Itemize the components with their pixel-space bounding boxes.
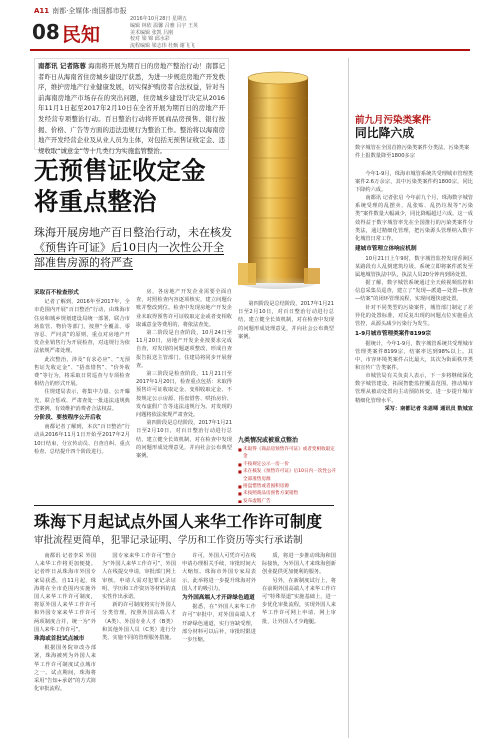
second-subheadline: 审批流程更简单，犯罪记录证明、学历和工作资历等实行承诺制 bbox=[34, 535, 303, 546]
subheading: 建城市管理立体响应机制 bbox=[355, 245, 417, 252]
paragraph: 另外，在新制度试行上，将在前期外国高端人才来华工作许可“特殊渠道”实施基础上，进一步优化审批流程，实现外国人来华工作许可网上申请、网上审批，让外国人才少跑腿。 bbox=[262, 577, 336, 625]
subheading: 珠海或首批试点城市 bbox=[34, 636, 85, 643]
lead-body: 海南将开展为期百日的房地产整治行动！南都记者昨日从海南省住房城乡建设厅获悉，为进一步规范房地产开发秩序，维护房地产行业健康发展，切实保护购房者合法权益，针对当前海南房地产市场存在的突出问题，住房城乡建设厅决定从2016年11月1日起至2017年2月10日在全省开展为期百日的房地产开发经营专项整治行动。百日整治行动将开展商品房预售、银行按揭、价格、广告等方面的违法违规行为整治工作。整治将以海南房地产开发经营企业及从业人员为主体，对包括无预售证收定金、违规收取“诚意金”等十几类行为实施监管整治。 bbox=[38, 62, 225, 155]
article1-column3 bbox=[238, 300, 334, 430]
editorial-meta bbox=[130, 16, 240, 50]
paragraph: 据悉，在“外国人来华工作许可”审批中，对外国高端人才开辟绿色通道，实行容缺受理，部分材料可以后补，审批时限进一步压缩。 bbox=[182, 604, 256, 644]
key-issue-item: ■ 未按照商品房预售方案销售 bbox=[238, 490, 338, 497]
paragraph: 针对不同类型的污染案件，城管部门制定了差异化的处置标准，对反复出现的问题点位实施重点管控，从源头减少污染行为发生。 bbox=[355, 304, 473, 327]
lead-text bbox=[38, 61, 225, 156]
subheading: 采取百不检查形式 bbox=[34, 290, 79, 296]
meta-line: 校对 梁 锦 邱水彩 bbox=[130, 36, 170, 43]
brand-line bbox=[34, 6, 127, 16]
masthead bbox=[0, 0, 499, 52]
article2-column2 bbox=[102, 552, 176, 742]
paragraph: 许可，外国人可凭许可在线申请办理相关手续，审批时间大大缩短。珠海市外国专家局表示，此举将进一步提升珠海对外国人才的吸引力。 bbox=[182, 553, 256, 592]
key-issue-item: ■ 不按规定公示一房一价 bbox=[238, 461, 338, 468]
meta-line: 编辑 林依 温馨 吕雅 吕宇 王英 bbox=[130, 22, 198, 29]
article2-column4 bbox=[262, 552, 336, 742]
paragraph: 此次整治，涉及“有求必应”、“无预售证先收定金”、“捂盘惜售”、“价外收费”等行为，将采取日常巡查与专项检查相结合的形式开展。 bbox=[34, 356, 130, 388]
main-headline bbox=[34, 155, 206, 217]
key-issues-title: 九类情况或被重点整治 bbox=[238, 437, 299, 444]
key-issue-item: ■ 未在核发《预售许可证》后10日内一次性公开全部准售房源 bbox=[238, 468, 338, 483]
right-kicker: 前九月污染类案件 bbox=[355, 115, 432, 126]
paragraph: 新的许可制度将实行外国人分类管理，按照外国高端人才（A类）、外国专业人才（B类）和其他外国人员（C类）进行分类，实施不同的管理服务措施。 bbox=[102, 602, 176, 642]
paragraph: 记者了解到，2016年至2017年，全市范围内开展“百日整治”行动，由珠海市住房和城乡规划建设局统一部署，联合市场监管、物价等部门，按照“全覆盖、零容忍、严问责”的原则，重点对房地产开发企业销售行为开展检查，对违规行为依法依规严肃处理。 bbox=[34, 299, 130, 355]
article1-column1 bbox=[34, 288, 130, 503]
meta-line: 美术编辑 张凯 吕刚 bbox=[130, 29, 174, 36]
right-article-body bbox=[355, 170, 473, 740]
paragraph: 第三阶段是检查阶段，11月21日至2017年1月20日，检查重点包括：未取得预售许可证收取定金、变相收取定金、不按规定公示房源、捂盘惜售、哄抬房价、发布虚假广告等违法违规行为。对发现的问题将依法依规严肃查处。 bbox=[136, 371, 232, 419]
main-subheadline-line2: 《预售许可证》后10日内一次性公开全部准售房源的将严查 bbox=[34, 241, 224, 269]
paragraph: 10月21日上午9时，数字城管监控发现香洲区某路段有人乱倒建筑垃圾，系统立即将案件派发至属地城管执法中队，执法人员20分钟内到场处置。 bbox=[355, 255, 473, 279]
paragraph: 第四阶段是总结阶段，2017年1月21日至2月10日，对百日整治行动进行总结，建立健全长效机制，对在检查中发现的问题形成处理意见，并向社会公布典型案例。 bbox=[238, 301, 334, 340]
coin-tower-illustration bbox=[230, 58, 333, 293]
paragraph: 南都记者了解到，本次“百日整治”行动从2016年11月1日开始至2017年2月10日结束，分宣传动员、自查自纠、重点检查、总结提升四个阶段进行。 bbox=[34, 424, 130, 455]
paragraph: 第二阶段是自查阶段，10月24日至11月20日，房地产开发企业按要求完成自查，对发现的问题逐项整改，形成自查报告报送主管部门。住建局将同步开展督查。 bbox=[136, 330, 232, 369]
paragraph: 据统计，今年1-9月，数字城管系统共受理城市管理类案件8199宗，结案率达到98%以上。其中，市容环境类案件占比最大，其次为街面秩序类和宣传广告类案件。 bbox=[355, 340, 473, 372]
author-signature: 采写：南都记者 朱恩晞 通讯员 数城宣 bbox=[384, 405, 473, 412]
subheading: 为外国高端人才开辟绿色通道 bbox=[182, 595, 255, 602]
paragraph: 南都讯 记者张启 今年前九个月，珠海数字城管系统受理的乱摆卖、乱张贴、乱扔垃圾等“污染类”案件数量大幅减少，同比降幅超过六成。这一成效得益于数字城管率先在全国推行的污染类案件分类法，通过精细化管理，把污染源头管理纳入数字化城管日常工作。 bbox=[355, 195, 473, 242]
brand-subtitle: 南都·全媒体·南国都市报 bbox=[52, 7, 127, 15]
meta-line: 流程编辑 梁志伟 杜甄 谢飞飞 bbox=[130, 43, 195, 50]
article1-column2 bbox=[136, 288, 232, 503]
paragraph: 根据国务院审改办部署，珠海被列为外国人来华工作许可制度试点城市之一。试点期间，珠海将采用“告知+承诺”的方式简化审批流程。 bbox=[34, 645, 96, 693]
key-issues-box bbox=[238, 435, 338, 503]
paragraph: 第四阶段是总结阶段，2017年1月21日至2月10日，对百日整治行动进行总结，建立健全长效机制，对在检查中发现的问题形成处理意见，并向社会公布典型案例。 bbox=[136, 420, 232, 460]
lead-byline: 南都讯 记者陈蓉 bbox=[38, 62, 87, 70]
main-headline-line1: 无预售证收定金 bbox=[34, 156, 206, 185]
paragraph: 市城管局有关负责人表示，下一步将继续深化数字城管建设，拓展智能监控覆盖范围，推动城市管理从被动处置向主动预防转变，进一步提升城市精细化管理水平。 bbox=[355, 373, 473, 404]
right-article-header bbox=[355, 112, 473, 160]
main-headline-line2: 将重点整治 bbox=[34, 187, 157, 216]
main-subheadline bbox=[34, 225, 232, 270]
column-divider bbox=[348, 58, 349, 738]
paragraph: 房，各房地产开发企业需要全面自查，对照检查内容逐项核实，建立问题台账并整改到位。检查中发现房地产开发企业未取得预售许可证收取定金或者变相收取诚意金等费用的，将依法查处。 bbox=[136, 289, 232, 328]
second-headline: 珠海下月起试点外国人来华工作许可制度 bbox=[34, 512, 323, 531]
meta-line: 2016年10月28日 星期五 bbox=[130, 16, 188, 22]
paragraph: 质，将进一步推动珠海和国际接轨，为外国人才来珠海创新创业提供更加便利的服务。 bbox=[262, 553, 336, 576]
main-subheadline-line1: 珠海开展房地产百日整治行动，未在核发 bbox=[34, 226, 232, 239]
subheading: 分阶段、要按程序公开后收 bbox=[34, 415, 102, 422]
paragraph: 据了解，数字城管系统通过全天候视频监控和信息采集员巡查，建立了“发现—派遣—处置—核查—结案”的闭环管理流程，实现问题快速处置。 bbox=[355, 280, 473, 303]
article2-column1 bbox=[34, 552, 96, 742]
paragraph: 国专家来华工作许可”整合为“外国人来华工作许可”，外国人在线提交申请，审批部门网上审核。申请人需对犯罪记录证明、学历和工作资历等材料的真实性作出承诺。 bbox=[102, 553, 176, 601]
lead-summary-box bbox=[34, 58, 229, 155]
subheading: 1-9月城市管理类案件8199宗 bbox=[355, 330, 432, 337]
key-issues-list bbox=[238, 446, 338, 503]
section-title: 民知 bbox=[62, 24, 101, 46]
page-number: 08 bbox=[32, 20, 60, 44]
paragraph: 住规建局表示，将集中力量、公开曝光、联合惩戒、严肃查处一批违法违规典型案例，有效维护消费者合法权益。 bbox=[34, 389, 130, 412]
paragraph: 南都讯 记者李采 外国人来华工作将更加便捷。记者昨日从珠海市外国专家局获悉，自11月起，珠海将在全市范围内实施外国人来华工作许可制度，将原外国人来华工作许可和外国专家来华工作许可两项制度合并，统一为“外国人来华工作许可”。 bbox=[34, 553, 96, 633]
header-rule bbox=[30, 49, 470, 51]
article2-column3 bbox=[182, 552, 256, 742]
right-headline: 同比降六成 bbox=[355, 126, 414, 140]
article-divider bbox=[34, 505, 334, 506]
brand-logo: A11 bbox=[34, 7, 50, 15]
coin-tower-photo bbox=[230, 58, 333, 293]
key-issue-item: ■ 未取得《商品房预售许可证》或者变相收取定金 bbox=[238, 446, 338, 461]
key-issue-item: ■ 捂盘惜售或者囤积房源 bbox=[238, 483, 338, 490]
paragraph: 今年1-9月，珠海市城管系统共受理城市管理类案件2.6万余宗，其中污染类案件约1800宗，同比下降约六成。 bbox=[355, 171, 473, 194]
key-issue-item: ■ 发布虚假广告 bbox=[238, 498, 338, 503]
right-description: 数字城管在全国首推污染类案件分类法，污染类案件上报数量降至1800多宗 bbox=[355, 145, 470, 160]
